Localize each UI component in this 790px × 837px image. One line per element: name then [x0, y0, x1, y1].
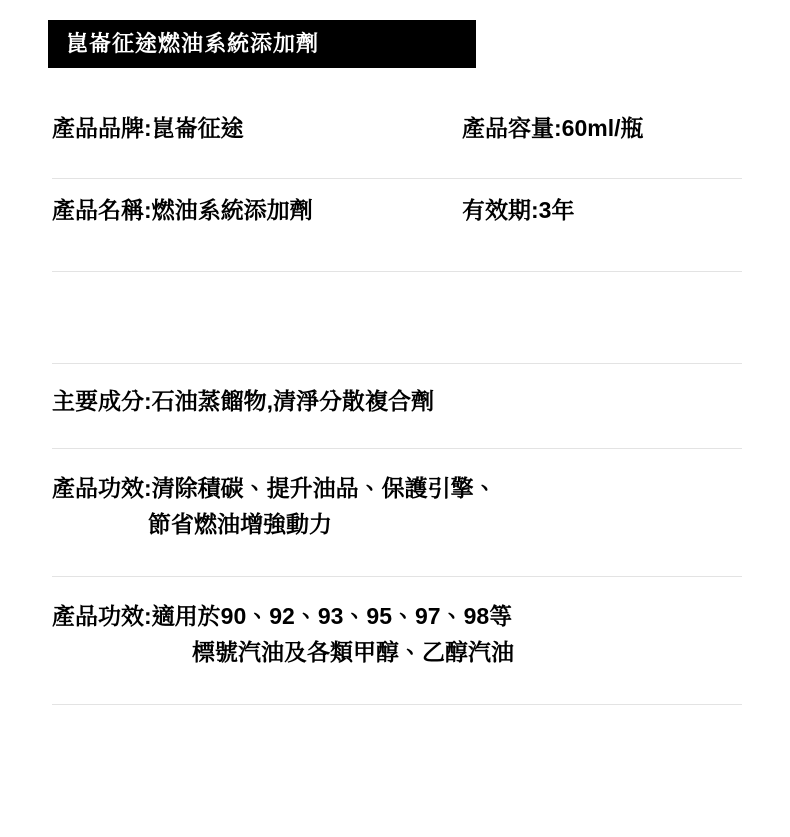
- application-line-1-wrapper: [52, 599, 742, 635]
- spec-label-name: 產品名稱:: [52, 197, 152, 223]
- effects-line-1-wrapper: [52, 471, 742, 507]
- spec-label-shelf-life: 有效期:: [462, 197, 539, 223]
- table-row-empty: [52, 272, 742, 364]
- spec-value-ingredients: 石油蒸餾物,清淨分散複合劑: [151, 388, 435, 414]
- spec-value-effects-line1: 清除積碳、提升油品、保護引擎、: [151, 475, 497, 501]
- spec-cell-brand: [52, 95, 462, 144]
- spec-label-effects: 產品功效:: [52, 475, 152, 501]
- spec-table: [52, 95, 742, 705]
- spec-label-ingredients: 主要成分:: [52, 388, 152, 414]
- spec-value-application-line2: 標號汽油及各類甲醇、乙醇汽油: [192, 638, 514, 665]
- title-banner: [48, 20, 476, 68]
- spec-label-brand: 產品品牌:: [52, 115, 152, 141]
- spec-label-volume: 產品容量:: [462, 115, 562, 141]
- spec-cell-application: [52, 577, 742, 670]
- table-row: [52, 364, 742, 449]
- table-row: [52, 95, 742, 179]
- spec-cell-name: [52, 179, 462, 226]
- spec-value-shelf-life: 3年: [538, 197, 575, 223]
- table-row: [52, 577, 742, 705]
- page-title: 崑崙征途燃油系統添加劑: [66, 31, 320, 56]
- spec-value-name: 燃油系統添加劑: [151, 197, 313, 223]
- spec-value-volume: 60ml/瓶: [561, 115, 644, 141]
- spec-value-application-line1: 適用於90、92、93、95、97、98等: [151, 603, 513, 629]
- spec-cell-ingredients: [52, 364, 434, 417]
- spec-label-application: 產品功效:: [52, 603, 152, 629]
- spec-value-brand: 崑崙征途: [151, 115, 244, 141]
- table-row: [52, 449, 742, 577]
- spec-cell-shelf-life: [462, 179, 574, 226]
- spec-value-effects-line2: 節省燃油增強動力: [148, 510, 332, 537]
- spec-cell-volume: [462, 95, 644, 144]
- table-row: [52, 179, 742, 272]
- spec-cell-effects: [52, 449, 742, 542]
